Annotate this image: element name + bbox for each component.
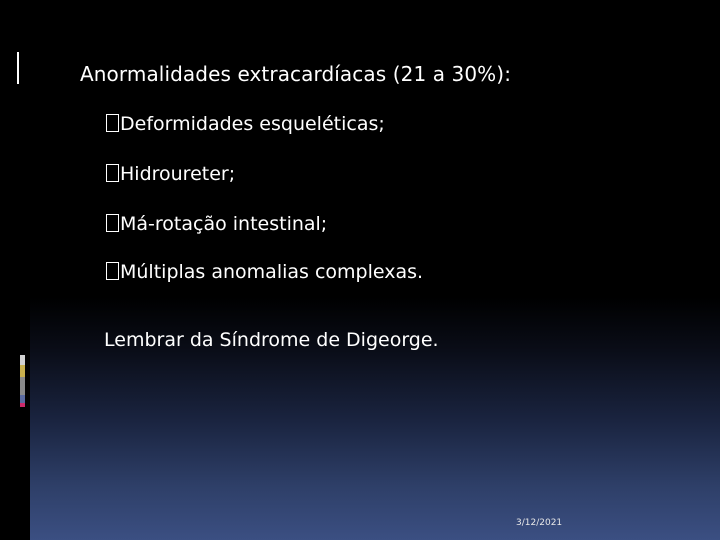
missing-glyph-box-icon: [106, 114, 119, 132]
bullet-text: Hidroureter;: [120, 163, 236, 185]
slide-title: Anormalidades extracardíacas (21 a 30%):: [80, 62, 512, 86]
bullet-item: [106, 113, 385, 135]
missing-glyph-box-icon: [106, 262, 119, 280]
bullet-text: Múltiplas anomalias complexas.: [120, 261, 424, 283]
slide-note: Lembrar da Síndrome de Digeorge.: [104, 329, 439, 351]
accent-bar-segment-4: [20, 395, 25, 403]
footer-date: 3/12/2021: [516, 518, 563, 528]
bullet-text: Má-rotação intestinal;: [120, 213, 328, 235]
accent-bar-segment-5: [20, 403, 25, 407]
bullet-item: [106, 261, 423, 283]
bullet-item: [106, 163, 235, 185]
missing-glyph-box-icon: [106, 164, 119, 182]
accent-bar-segment-2: [20, 365, 25, 377]
missing-glyph-box-icon: [106, 214, 119, 232]
bullet-item: [106, 213, 327, 235]
accent-bar-segment-1: [20, 355, 25, 365]
accent-bar-segment-3: [20, 377, 25, 395]
bullet-text: Deformidades esqueléticas;: [120, 113, 385, 135]
accent-block-outline: [17, 52, 31, 84]
